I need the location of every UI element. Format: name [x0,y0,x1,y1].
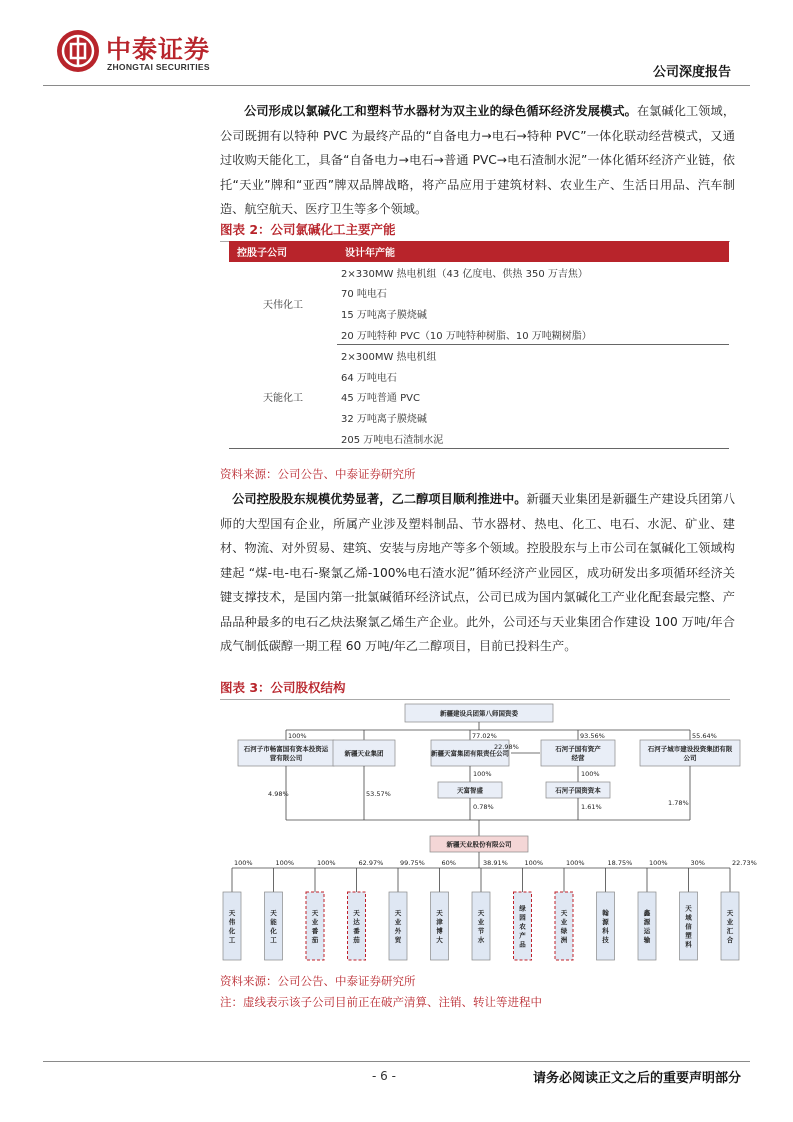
subsidiary-label: 能 [270,918,277,926]
subsidiary-label: 信 [685,922,692,931]
subsidiary-label: 汇 [726,927,734,935]
shareholder-box [640,740,740,766]
shareholder-box [541,740,615,766]
shareholder-label: 石河子城市建设投资集团有限 [647,745,733,753]
percentage-label: 100% [288,732,307,740]
percentage-label: 1.78% [668,799,689,807]
subsidiary-label: 合 [726,936,734,944]
percentage-label: 53.57% [366,790,391,798]
subsidiary-label: 番 [311,927,319,935]
subsidiary-label: 运 [643,927,651,935]
subsidiary-label: 源 [643,918,651,926]
figure-2-source: 资料来源：公司公告、中泰证券研究所 [220,467,416,481]
logo-text-en: ZHONGTAI SECURITIES [107,62,210,72]
page-number: - 6 - [372,1069,396,1083]
capacity-cell: 15 万吨离子膜烧碱 [341,309,427,321]
percentage-label: 77.02% [472,732,497,740]
subsidiary-label: 天 [394,909,402,917]
subsidiary-label: 大 [436,936,443,944]
subsidiary-label: 天 [477,909,485,917]
subsidiary-label: 源 [602,918,609,926]
percentage-label: 100% [524,859,544,867]
subsidiary-label: 伟 [228,918,236,926]
subsidiary-label: 化 [270,927,277,935]
capacity-cell: 64 万吨电石 [341,372,397,384]
percentage-label: 100% [275,859,295,867]
sub-shareholder-label: 天富智盛 [457,786,483,795]
subsidiary-label: 工 [228,936,236,944]
paragraph-lead: 公司形成以氯碱化工和塑料节水器材为双主业的绿色循环经济发展模式。 [244,104,637,118]
subsidiary-cell: 天伟化工 [263,299,303,311]
subsidiary-box [389,892,407,960]
footer-disclaimer: 请务必阅读正文之后的重要声明部分 [532,1071,741,1086]
capacity-cell: 70 吨电石 [341,289,387,301]
percentage-label: 38.91% [483,859,508,867]
capacity-cell: 32 万吨离子膜烧碱 [341,413,427,425]
subsidiary-label: 绿 [560,927,568,935]
subsidiary-label: 津 [436,918,443,926]
paragraph-chlor-alkali [220,99,735,222]
percentage-label: 93.56% [580,732,605,740]
subsidiary-label: 博 [436,927,443,935]
percentage-label: 100% [566,859,585,867]
percentage-label: 55.64% [692,732,717,740]
subsidiary-label: 天 [726,909,734,917]
logo-text-cn: 中泰证券 [106,35,211,64]
percentage-label: 30% [690,859,705,867]
ownership-chart-svg [220,702,757,967]
shareholder-box [238,740,334,766]
paragraph-body: 新疆天业集团是新疆生产建设兵团第八师的大型国有企业，所属产业涉及塑料制品、节水器材、热电、化工、电石、水泥、矿业、建材、物流、对外贸易、建筑、安装与房地产等多个领域。控股股东与上市公司在氯碱化工领域构建起 “煤-电-电石-聚氯乙烯-100%电石渣水泥”循环经济产业园区，成功研发出多项循环经济关键支撑技术，是国内第一批氯碱循环经济试点，公司已成为国内氯碱化工产业化配套最完整、产品品种最多的电石乙炔法聚氯乙烯生产企业。此外，公司还与天业集团合作建设 100 万吨/年合成气制低碳醇一期工程 60 万吨/年乙二醇项目，目前已投料生产。 [220,492,736,653]
capacity-cell: 2×300MW 热电机组 [341,352,437,364]
subsidiary-label: 茄 [311,936,319,944]
percentage-label: 100% [581,770,600,778]
header-divider [43,85,750,86]
sub-shareholder-label: 石河子国资资本 [555,786,601,795]
percentage-label: 60% [441,859,456,867]
subsidiary-label: 番 [353,927,360,935]
shareholder-label: 经营 [571,754,585,762]
subsidiary-label: 产 [519,931,526,940]
capacity-cell: 45 万吨普通 PVC [341,393,420,405]
report-type-label: 公司深度报告 [652,65,731,80]
subsidiary-label: 农 [519,922,526,931]
shareholder-label: 石河子市畅富国有资本投资运 [243,745,329,753]
subsidiary-label: 业 [311,918,319,926]
percentage-label: 100% [649,859,668,867]
subsidiary-label: 业 [477,918,485,926]
subsidiary-box [597,892,615,960]
capacity-cell: 2×330MW 热电机组（43 亿度电、供热 350 万吉焦） [341,268,588,280]
subsidiary-label: 工 [270,936,277,944]
subsidiary-label: 天 [685,904,692,913]
percentage-label: 4.98% [268,790,289,798]
subsidiary-label: 外 [394,927,402,935]
subsidiary-label: 品 [519,940,526,949]
percentage-label: 99.75% [400,859,425,867]
subsidiary-label: 绿 [519,904,526,913]
subsidiary-label: 节 [477,927,485,935]
paragraph-controlling-shareholder [220,487,735,659]
subsidiary-box [638,892,656,960]
percentage-label: 0.78% [473,803,494,811]
subsidiary-label: 洲 [560,936,568,944]
subsidiary-label: 天 [353,909,360,917]
percentage-label: 62.97% [358,859,384,867]
ownership-chart [220,702,757,971]
subsidiary-label: 输 [643,936,651,944]
paragraph-body: 在氯碱化工领域，公司既拥有以特种 PVC 为最终产品的“自备电力→电石→特种 PVC”一体化联动经营模式，又通过收购天能化工，具备“自备电力→电石→普通 PVC→电石渣制水泥”一体化循环经济产业链，依托“天业”牌和“亚西”牌双品牌战略，将产品应用于建筑材料、农业生产、生活日用品、汽车制造、航空航天、医疗卫生等多个领域。 [220,104,736,216]
percentage-label: 100% [473,770,492,778]
figure-3-title: 图表 3：公司股权结构 [220,677,730,700]
subsidiary-label: 达 [353,918,360,926]
subsidiary-label: 料 [685,940,692,949]
subsidiary-label: 业 [560,918,568,926]
subsidiary-label: 天 [436,909,443,917]
subsidiary-label: 园 [519,913,526,922]
table-header-capacity: 设计年产能 [337,241,729,262]
subsidiary-label: 业 [394,918,402,926]
shareholder-label: 新疆天业集团 [344,749,384,758]
company-label: 新疆天业股份有限公司 [446,840,512,849]
figure-3-source: 资料来源：公司公告、中泰证券研究所 [220,974,416,988]
figure-3-note: 注：虚线表示该子公司目前正在破产清算、注销、转让等进程中 [220,995,542,1009]
subsidiary-label: 化 [228,927,236,935]
subsidiary-cell: 天能化工 [229,345,337,449]
subsidiary-label: 鑫 [643,909,651,917]
subsidiary-label: 业 [726,918,734,926]
subsidiary-box [721,892,739,960]
figure-2-title: 图表 2：公司氯碱化工主要产能 [220,219,730,242]
subsidiary-box [265,892,283,960]
subsidiary-box [472,892,490,960]
subsidiary-label: 贸 [394,936,402,944]
company-logo-mark [57,30,99,72]
subsidiary-box [431,892,449,960]
subsidiary-label: 天 [560,909,568,917]
percentage-label: 100% [234,859,253,867]
subsidiary-box [348,892,366,960]
capacity-cell: 205 万吨电石渣制水泥 [337,428,729,449]
subsidiary-label: 天 [311,909,319,917]
subsidiary-label: 天 [270,909,277,917]
capacity-table [229,241,729,449]
capacity-cell: 20 万吨特种 PVC（10 万吨特种树脂、10 万吨糊树脂） [337,324,729,345]
percentage-label: 1.61% [581,803,602,811]
shareholder-label: 新疆天富集团有限责任公司 [431,749,509,758]
percentage-label: 22.98% [494,743,519,751]
subsidiary-box [306,892,324,960]
subsidiary-label: 技 [602,936,609,944]
shareholder-label: 石河子国有资产 [555,745,601,753]
subsidiary-label: 域 [685,913,692,922]
shareholder-label: 营有限公司 [269,754,303,762]
subsidiary-box [555,892,573,960]
percentage-label: 18.75% [607,859,633,867]
percentage-label: 100% [317,859,336,867]
subsidiary-label: 水 [477,936,485,944]
subsidiary-label: 翰 [602,909,609,917]
percentage-label: 22.73% [732,859,757,867]
subsidiary-box [223,892,241,960]
subsidiary-label: 天 [228,909,236,917]
footer-divider [43,1061,750,1062]
subsidiary-label: 科 [602,927,609,935]
table-header-subsidiary: 控股子公司 [229,241,337,262]
paragraph-lead: 公司控股股东规模优势显著，乙二醇项目顺利推进中。 [232,492,527,506]
root-shareholder-label: 新疆建设兵团第八师国资委 [440,709,518,718]
subsidiary-label: 塑 [685,931,692,940]
subsidiary-label: 茄 [353,936,360,944]
shareholder-label: 公司 [683,754,697,762]
